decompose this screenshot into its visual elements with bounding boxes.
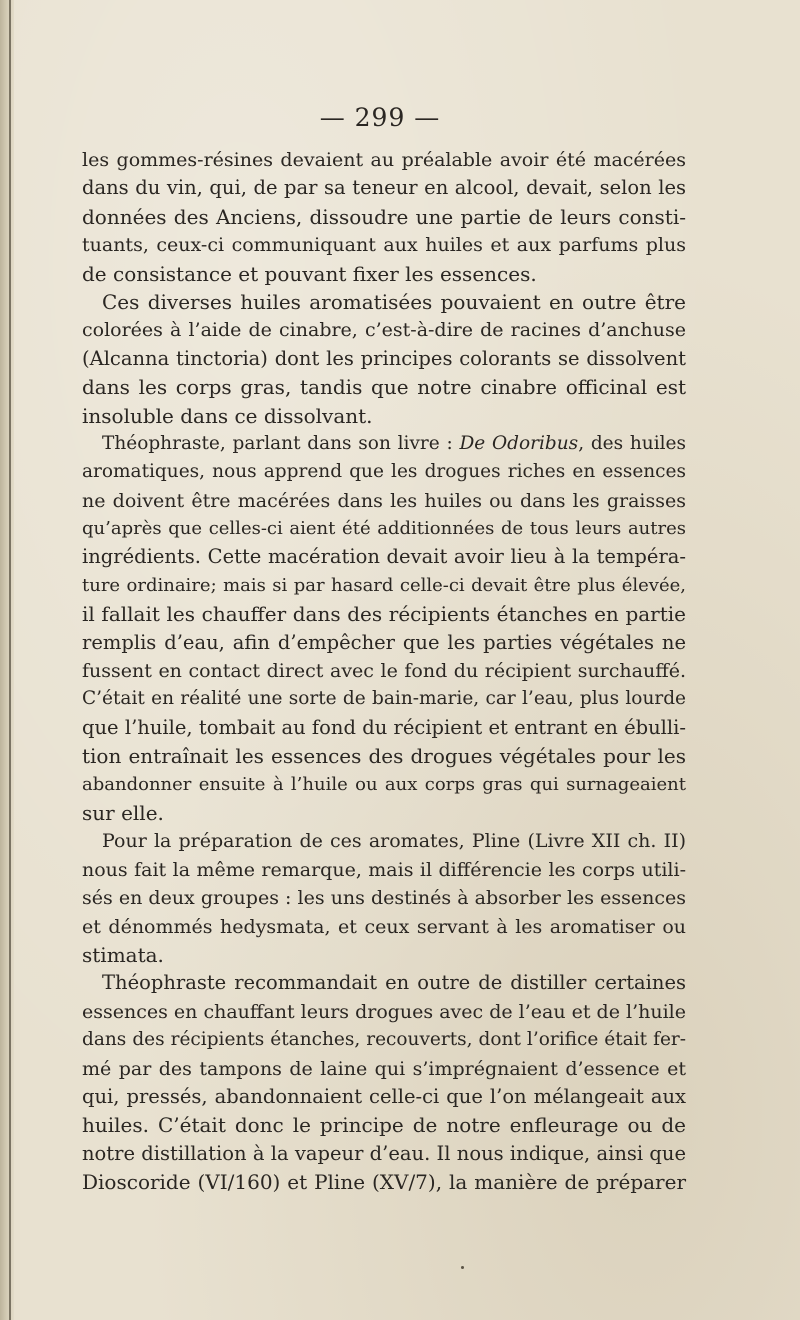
page-number: — 299 — [319,103,441,132]
text-line: huiles. C’était donc le principe de notre enfleurage ou de [82,1113,686,1138]
text-line: sur elle. [82,800,164,825]
text-segment: Théophraste, parlant dans son livre : [102,432,460,454]
text-line [82,430,686,458]
text-line: mé par des tampons de laine qui s’imprégnaient d’essence et [82,1057,686,1080]
book-spine-shadow [0,0,14,1320]
text-line: sés en deux groupes : les uns destinés à absorber les essences [82,887,686,910]
book-title: De Odoribus [459,432,579,454]
text-line: qui, pressés, abandonnaient celle-ci que l’on mélangeait aux [82,1084,686,1108]
body-text [82,146,686,1196]
text-line: colorées à l’aide de cinabre, c’est-à-dire de racines d’anchuse [82,319,686,342]
text-line: dans les corps gras, tandis que notre cinabre officinal est [82,375,686,400]
text-segment: , des huiles [578,432,686,454]
text-line: ingrédients. Cette macération devait avoir lieu à la tempéra- [82,545,686,569]
text-line: Dioscoride (VI/160) et Pline (XV/7), la manière de préparer [82,1170,686,1195]
text-line: dans des récipients étanches, recouverts, dont l’orifice était fer- [82,1029,686,1051]
text-line: remplis d’eau, afin d’empêcher que les parties végétales ne [82,630,686,654]
text-line: Ces diverses huiles aromatisées pouvaient en outre être [102,289,686,314]
text-line: il fallait les chauffer dans des récipients étanches en partie [82,602,686,627]
text-line: de consistance et pouvant fixer les essences. [82,261,537,286]
text-line: et dénommés hedysmata, et ceux servant à les aromatiser ou [82,915,686,938]
text-line: données des Anciens, dissoudre une partie de leurs consti- [82,204,686,229]
text-line: notre distillation à la vapeur d’eau. Il nous indique, ainsi que [82,1141,686,1165]
text-line: Pour la préparation de ces aromates, Pline (Livre XII ch. II) [102,830,686,853]
text-line: que l’huile, tombait au fond du récipient et entrant en ébulli- [82,715,686,739]
text-line: les gommes-résines devaient au préalable avoir été macérées [82,149,686,171]
text-line: abandonner ensuite à l’huile ou aux corps gras qui surnageaient [82,773,686,795]
text-line: ture ordinaire; mais si par hasard celle-ci devait être plus élevée, [82,574,686,596]
text-line: essences en chauffant leurs drogues avec de l’eau et de l’huile [82,1000,686,1023]
book-spine-line [9,0,11,1320]
text-line: tion entraînait les essences des drogues végétales pour les [82,744,686,769]
text-line: ne doivent être macérées dans les huiles ou dans les graisses [82,489,686,512]
text-line: dans du vin, qui, de par sa teneur en alcool, devait, selon les [82,176,686,200]
text-line: insoluble dans ce dissolvant. [82,403,373,428]
text-line: fussent en contact direct avec le fond du récipient surchauffé. [82,660,686,683]
text-line: tuants, ceux-ci communiquant aux huiles et aux parfums plus [82,234,686,257]
text-line: (Alcanna tinctoria) dont les principes colorants se dissolvent [82,346,686,370]
text-line: nous fait la même remarque, mais il différencie les corps utili- [82,858,686,881]
text-line: aromatiques, nous apprend que les drogues riches en essences [82,461,686,483]
text-line: Théophraste recommandait en outre de distiller certaines [102,971,686,995]
text-line: stimata. [82,942,164,967]
text-line: C’était en réalité une sorte de bain-marie, car l’eau, plus lourde [82,688,686,710]
text-line: qu’après que celles-ci aient été additionnées de tous leurs autres [82,518,686,540]
paper-speck [461,1266,464,1269]
